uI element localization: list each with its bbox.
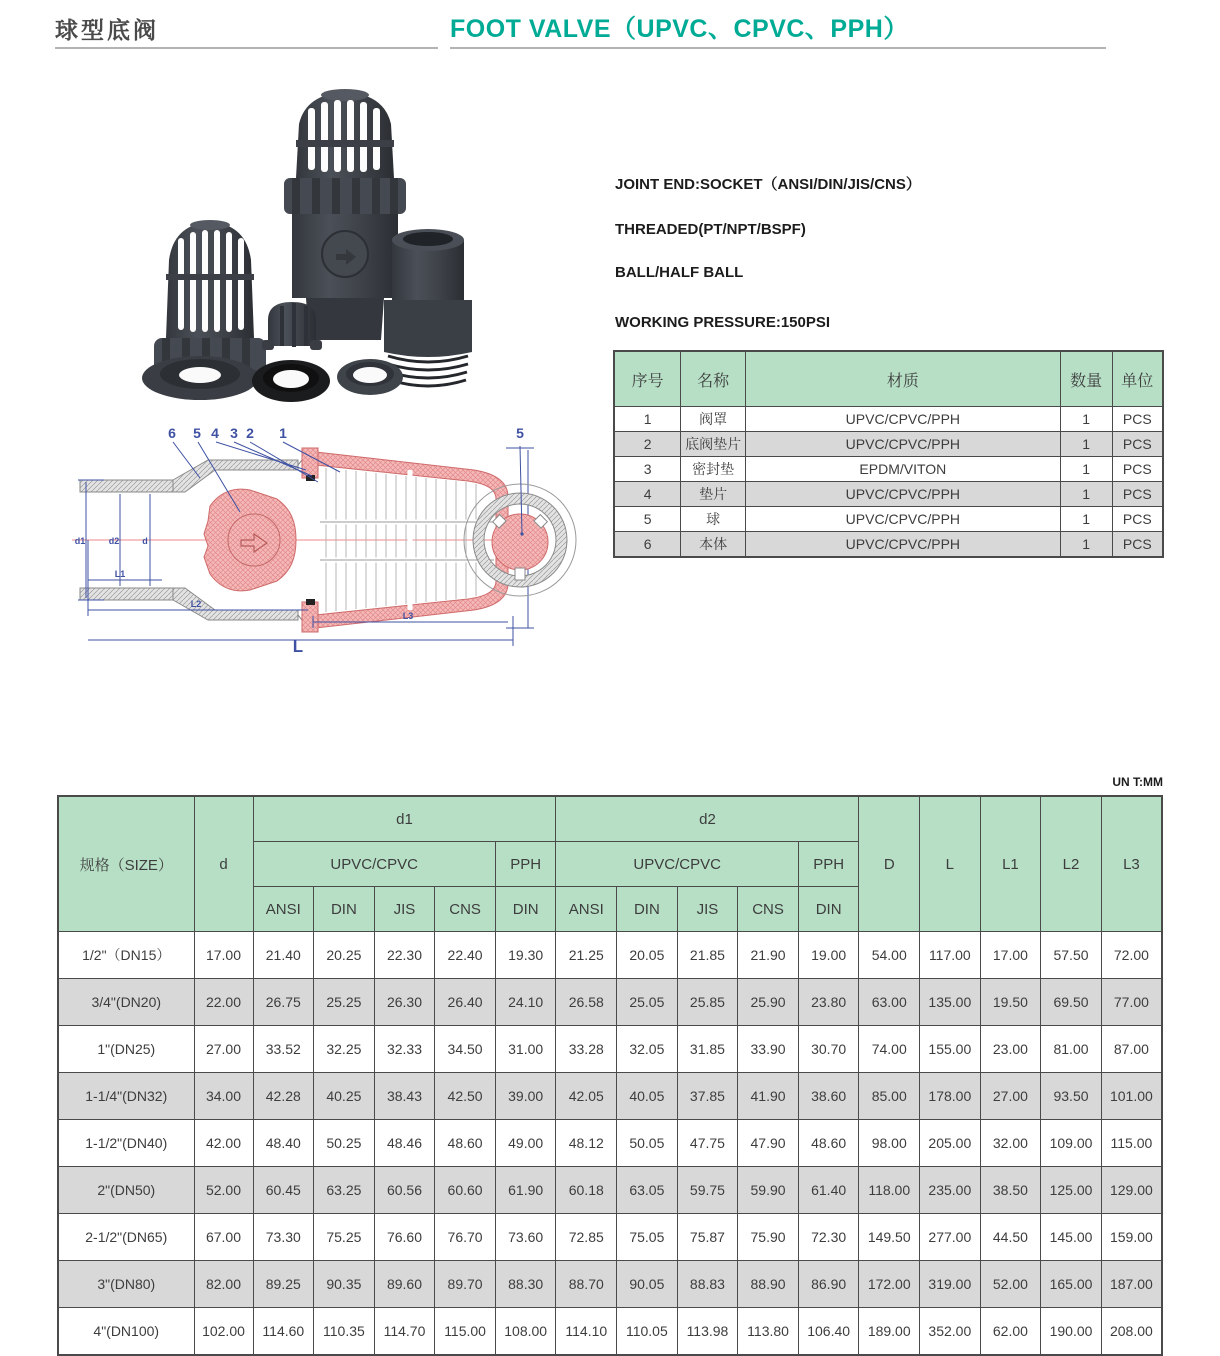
size-table-cell: 41.90 (738, 1073, 799, 1120)
parts-table-cell: PCS (1112, 532, 1163, 558)
size-table-cell: 22.30 (374, 932, 435, 979)
size-table-cell: 114.70 (374, 1308, 435, 1356)
header-d1-upvc-cpvc: UPVC/CPVC (253, 842, 495, 887)
size-table-cell: 60.45 (253, 1167, 314, 1214)
size-table-cell: 32.05 (617, 1026, 678, 1073)
size-table-cell: 159.00 (1101, 1214, 1162, 1261)
size-table-cell: 32.33 (374, 1026, 435, 1073)
header-d1-ansi: ANSI (253, 887, 314, 932)
size-table-cell: 352.00 (920, 1308, 981, 1356)
header-d2: d2 (556, 796, 859, 842)
parts-table-cell: EPDM/VITON (745, 457, 1060, 482)
label-d1: d1 (74, 536, 86, 546)
size-table-cell: 277.00 (920, 1214, 981, 1261)
parts-table-row (614, 407, 1163, 432)
size-table-cell: 319.00 (920, 1261, 981, 1308)
parts-table-body (614, 407, 1163, 558)
size-table-cell: 190.00 (1041, 1308, 1102, 1356)
size-table-cell: 108.00 (495, 1308, 556, 1356)
parts-table-cell: PCS (1112, 507, 1163, 532)
size-table-cell: 145.00 (1041, 1214, 1102, 1261)
size-table-cell: 48.60 (435, 1120, 496, 1167)
header-L1: L1 (980, 796, 1041, 932)
page-title-chinese: 球型底阀 (55, 17, 159, 43)
size-table-row (58, 932, 1162, 979)
size-table-cell: 3/4"(DN20) (58, 979, 194, 1026)
size-table-cell: 98.00 (859, 1120, 920, 1167)
size-table-cell: 82.00 (194, 1261, 253, 1308)
spec-ball: BALL/HALF BALL (615, 264, 744, 281)
size-table-cell: 54.00 (859, 932, 920, 979)
label-d: d (142, 536, 148, 546)
size-table-cell: 89.25 (253, 1261, 314, 1308)
size-table-row (58, 1214, 1162, 1261)
parts-table-cell: 1 (614, 407, 681, 432)
size-table-cell: 20.25 (314, 932, 375, 979)
size-table-cell: 75.05 (617, 1214, 678, 1261)
callout-4: 4 (211, 425, 219, 441)
size-table-cell: 17.00 (980, 932, 1041, 979)
size-table-cell: 48.46 (374, 1120, 435, 1167)
gasket-rubber-ring (252, 360, 330, 402)
size-table-row (58, 1120, 1162, 1167)
parts-header-unit: 单位 (1112, 351, 1163, 407)
size-table-cell: 129.00 (1101, 1167, 1162, 1214)
size-table-cell: 59.90 (738, 1167, 799, 1214)
size-table-cell: 42.05 (556, 1073, 617, 1120)
cross-section-view (72, 448, 530, 632)
size-table-cell: 114.10 (556, 1308, 617, 1356)
size-table-cell: 30.70 (798, 1026, 859, 1073)
size-table-cell: 88.70 (556, 1261, 617, 1308)
end-view (464, 425, 576, 596)
header-L: L (920, 796, 981, 932)
size-table-cell: 235.00 (920, 1167, 981, 1214)
page-title-english: FOOT VALVE（UPVC、CPVC、PPH） (450, 15, 909, 43)
callout-1: 1 (279, 425, 287, 441)
size-table-cell: 75.87 (677, 1214, 738, 1261)
parts-table-header-row (614, 351, 1163, 407)
header-d1: d1 (253, 796, 556, 842)
size-table-row (58, 1026, 1162, 1073)
header-L2: L2 (1041, 796, 1102, 932)
size-table-cell: 109.00 (1041, 1120, 1102, 1167)
size-table-cell: 113.98 (677, 1308, 738, 1356)
size-table-cell: 89.70 (435, 1261, 496, 1308)
header-d1-pph: PPH (495, 842, 556, 887)
size-table-cell: 115.00 (435, 1308, 496, 1356)
product-photo (100, 82, 580, 417)
size-table-cell: 34.00 (194, 1073, 253, 1120)
parts-table-row (614, 457, 1163, 482)
size-table-cell: 33.90 (738, 1026, 799, 1073)
size-table-cell: 172.00 (859, 1261, 920, 1308)
size-table-cell: 52.00 (980, 1261, 1041, 1308)
header-d2-jis: JIS (677, 887, 738, 932)
header-divider-left (55, 47, 438, 49)
size-table-cell: 26.40 (435, 979, 496, 1026)
size-table-cell: 73.30 (253, 1214, 314, 1261)
size-table-cell: 27.00 (980, 1073, 1041, 1120)
size-table-cell: 76.60 (374, 1214, 435, 1261)
size-table-cell: 31.00 (495, 1026, 556, 1073)
parts-table-cell: 密封垫 (681, 457, 746, 482)
size-table-cell: 86.90 (798, 1261, 859, 1308)
size-table-cell: 118.00 (859, 1167, 920, 1214)
size-table-cell: 63.05 (617, 1167, 678, 1214)
parts-table-cell: 6 (614, 532, 681, 558)
foot-valve-photo-illustration (100, 82, 580, 417)
size-table-cell: 110.05 (617, 1308, 678, 1356)
parts-table-cell: 阀罩 (681, 407, 746, 432)
parts-table-cell: UPVC/CPVC/PPH (745, 482, 1060, 507)
size-table-cell: 44.50 (980, 1214, 1041, 1261)
parts-table-cell: 1 (1060, 457, 1112, 482)
size-table-cell: 60.56 (374, 1167, 435, 1214)
size-table-cell: 61.40 (798, 1167, 859, 1214)
size-table-cell: 19.30 (495, 932, 556, 979)
size-table-cell: 72.00 (1101, 932, 1162, 979)
parts-table-cell: 本体 (681, 532, 746, 558)
callout-numbers (168, 425, 287, 441)
header-d2-din: DIN (617, 887, 678, 932)
size-table-cell: 89.60 (374, 1261, 435, 1308)
size-table-cell: 72.85 (556, 1214, 617, 1261)
parts-header-name: 名称 (681, 351, 746, 407)
size-table-cell: 26.30 (374, 979, 435, 1026)
size-table-cell: 149.50 (859, 1214, 920, 1261)
size-table-row (58, 1073, 1162, 1120)
size-table-cell: 50.05 (617, 1120, 678, 1167)
spec-working-pressure: WORKING PRESSURE:150PSI (615, 314, 831, 331)
callout-3: 3 (230, 425, 238, 441)
size-table-cell: 178.00 (920, 1073, 981, 1120)
size-table-cell: 135.00 (920, 979, 981, 1026)
header-divider-right (450, 47, 1106, 49)
size-table-cell: 23.00 (980, 1026, 1041, 1073)
header-d2-pph: PPH (798, 842, 859, 887)
parts-table-cell: UPVC/CPVC/PPH (745, 432, 1060, 457)
size-table-cell: 21.40 (253, 932, 314, 979)
size-table-cell: 52.00 (194, 1167, 253, 1214)
size-table-cell: 26.75 (253, 979, 314, 1026)
size-table-cell: 90.05 (617, 1261, 678, 1308)
parts-table-cell: 1 (1060, 482, 1112, 507)
size-table-cell: 208.00 (1101, 1308, 1162, 1356)
size-table-cell: 4"(DN100) (58, 1308, 194, 1356)
size-table-cell: 76.70 (435, 1214, 496, 1261)
size-table-cell: 21.85 (677, 932, 738, 979)
size-table-cell: 63.25 (314, 1167, 375, 1214)
size-table-cell: 187.00 (1101, 1261, 1162, 1308)
size-table-cell: 57.50 (1041, 932, 1102, 979)
size-table-cell: 32.00 (980, 1120, 1041, 1167)
size-table-cell: 33.28 (556, 1026, 617, 1073)
size-table-cell: 62.00 (980, 1308, 1041, 1356)
callout-5: 5 (193, 425, 201, 441)
size-table-cell: 47.75 (677, 1120, 738, 1167)
size-table-cell: 19.00 (798, 932, 859, 979)
size-table-cell: 77.00 (1101, 979, 1162, 1026)
size-table-cell: 60.60 (435, 1167, 496, 1214)
parts-table-cell: 1 (1060, 432, 1112, 457)
header-d: d (194, 796, 253, 932)
parts-table-row (614, 482, 1163, 507)
spec-joint-end: JOINT END:SOCKET（ANSI/DIN/JIS/CNS） (615, 176, 921, 193)
size-table-cell: 32.25 (314, 1026, 375, 1073)
size-table-cell: 90.35 (314, 1261, 375, 1308)
gasket-disc (142, 356, 258, 400)
size-table-cell: 25.25 (314, 979, 375, 1026)
size-table-cell: 113.80 (738, 1308, 799, 1356)
size-table-cell: 38.43 (374, 1073, 435, 1120)
size-table-cell: 39.00 (495, 1073, 556, 1120)
size-table-cell: 24.10 (495, 979, 556, 1026)
size-table-cell: 69.50 (1041, 979, 1102, 1026)
size-table-cell: 155.00 (920, 1026, 981, 1073)
parts-table-cell: 1 (1060, 407, 1112, 432)
size-table-cell: 42.50 (435, 1073, 496, 1120)
size-table-cell: 63.00 (859, 979, 920, 1026)
size-table-cell: 114.60 (253, 1308, 314, 1356)
header-D: D (859, 796, 920, 932)
parts-table-cell: 垫片 (681, 482, 746, 507)
header-d2-cns: CNS (738, 887, 799, 932)
size-table-cell: 125.00 (1041, 1167, 1102, 1214)
callout-6: 6 (168, 425, 176, 441)
parts-table-row (614, 532, 1163, 558)
size-table-cell: 38.60 (798, 1073, 859, 1120)
header-d1-pph-din: DIN (495, 887, 556, 932)
size-table-cell: 72.30 (798, 1214, 859, 1261)
size-table-cell: 33.52 (253, 1026, 314, 1073)
callout-2: 2 (246, 425, 254, 441)
size-table-row (58, 1308, 1162, 1356)
size-table-cell: 42.00 (194, 1120, 253, 1167)
size-table-cell: 73.60 (495, 1214, 556, 1261)
spec-threaded: THREADED(PT/NPT/BSPF) (615, 221, 806, 238)
size-table-cell: 1"(DN25) (58, 1026, 194, 1073)
size-table-cell: 75.25 (314, 1214, 375, 1261)
parts-table-cell: 2 (614, 432, 681, 457)
size-table-cell: 27.00 (194, 1026, 253, 1073)
header-size: 规格（SIZE） (58, 796, 194, 932)
socket-adapter (384, 229, 472, 386)
size-table-cell: 25.90 (738, 979, 799, 1026)
size-table-cell: 21.90 (738, 932, 799, 979)
size-table-cell: 165.00 (1041, 1261, 1102, 1308)
size-table-row (58, 1261, 1162, 1308)
size-table-cell: 2-1/2"(DN65) (58, 1214, 194, 1261)
size-table-cell: 1-1/2"(DN40) (58, 1120, 194, 1167)
parts-header-qty: 数量 (1060, 351, 1112, 407)
size-table-cell: 40.25 (314, 1073, 375, 1120)
size-table-cell: 1-1/4"(DN32) (58, 1073, 194, 1120)
gasket-seat-ring (337, 359, 403, 395)
label-L1: L1 (114, 569, 126, 579)
size-table-body (58, 932, 1162, 1356)
size-table-cell: 25.85 (677, 979, 738, 1026)
size-table-cell: 17.00 (194, 932, 253, 979)
parts-table-cell: UPVC/CPVC/PPH (745, 507, 1060, 532)
unit-note: UN T:MM (1112, 775, 1163, 789)
size-table-cell: 205.00 (920, 1120, 981, 1167)
size-table-cell: 93.50 (1041, 1073, 1102, 1120)
size-table-cell: 60.18 (556, 1167, 617, 1214)
parts-table (613, 350, 1164, 558)
header-d1-cns: CNS (435, 887, 496, 932)
size-table-cell: 110.35 (314, 1308, 375, 1356)
size-table-cell: 26.58 (556, 979, 617, 1026)
size-table-cell: 1/2"（DN15） (58, 932, 194, 979)
size-table-cell: 74.00 (859, 1026, 920, 1073)
size-table-cell: 115.00 (1101, 1120, 1162, 1167)
parts-table-cell: 底阀垫片 (681, 432, 746, 457)
size-table-cell: 20.05 (617, 932, 678, 979)
size-table-cell: 38.50 (980, 1167, 1041, 1214)
size-table-row (58, 1167, 1162, 1214)
size-table-cell: 25.05 (617, 979, 678, 1026)
label-L2: L2 (190, 599, 202, 609)
size-table-cell: 31.85 (677, 1026, 738, 1073)
size-table-cell: 50.25 (314, 1120, 375, 1167)
size-table-cell: 40.05 (617, 1073, 678, 1120)
size-table-cell: 67.00 (194, 1214, 253, 1261)
parts-table-row (614, 507, 1163, 532)
label-L: L (292, 637, 304, 656)
header-L3: L3 (1101, 796, 1162, 932)
size-table-cell: 88.90 (738, 1261, 799, 1308)
parts-table-cell: 1 (1060, 532, 1112, 558)
header-d2-upvc-cpvc: UPVC/CPVC (556, 842, 798, 887)
size-table-cell: 47.90 (738, 1120, 799, 1167)
parts-header-material: 材质 (745, 351, 1060, 407)
size-table-cell: 106.40 (798, 1308, 859, 1356)
label-d2: d2 (108, 536, 120, 546)
header-d1-jis: JIS (374, 887, 435, 932)
header-d2-ansi: ANSI (556, 887, 617, 932)
parts-table-cell: UPVC/CPVC/PPH (745, 407, 1060, 432)
size-table-cell: 42.28 (253, 1073, 314, 1120)
end-view-callout-5: 5 (516, 425, 524, 441)
parts-header-no: 序号 (614, 351, 681, 407)
label-L3: L3 (402, 611, 414, 621)
size-table-cell: 87.00 (1101, 1026, 1162, 1073)
size-table-cell: 81.00 (1041, 1026, 1102, 1073)
size-table-cell: 102.00 (194, 1308, 253, 1356)
size-table-cell: 49.00 (495, 1120, 556, 1167)
parts-table-cell: 1 (1060, 507, 1112, 532)
size-table-cell: 101.00 (1101, 1073, 1162, 1120)
parts-table-cell: 3 (614, 457, 681, 482)
size-table-cell: 85.00 (859, 1073, 920, 1120)
size-table-header-row-1 (58, 796, 1162, 842)
size-table-cell: 3"(DN80) (58, 1261, 194, 1308)
parts-table-cell: 球 (681, 507, 746, 532)
parts-table-row (614, 432, 1163, 457)
size-table-cell: 88.83 (677, 1261, 738, 1308)
parts-table-cell: PCS (1112, 407, 1163, 432)
size-table-cell: 23.80 (798, 979, 859, 1026)
parts-table-cell: PCS (1112, 432, 1163, 457)
size-table-cell: 2"(DN50) (58, 1167, 194, 1214)
size-table-cell: 88.30 (495, 1261, 556, 1308)
size-table-cell: 48.12 (556, 1120, 617, 1167)
size-table-cell: 48.40 (253, 1120, 314, 1167)
parts-table-cell: PCS (1112, 482, 1163, 507)
parts-table-cell: 5 (614, 507, 681, 532)
size-table-cell: 189.00 (859, 1308, 920, 1356)
header-d2-pph-din: DIN (798, 887, 859, 932)
size-table-cell: 22.00 (194, 979, 253, 1026)
technical-drawing (58, 420, 618, 668)
parts-table-cell: PCS (1112, 457, 1163, 482)
parts-table-cell: 4 (614, 482, 681, 507)
parts-table-cell: UPVC/CPVC/PPH (745, 532, 1060, 558)
size-table (57, 795, 1163, 1356)
size-table-row (58, 979, 1162, 1026)
size-table-cell: 22.40 (435, 932, 496, 979)
spec-list (615, 173, 1175, 331)
size-table-cell: 19.50 (980, 979, 1041, 1026)
size-table-cell: 34.50 (435, 1026, 496, 1073)
size-table-cell: 117.00 (920, 932, 981, 979)
size-table-cell: 37.85 (677, 1073, 738, 1120)
header-d1-din: DIN (314, 887, 375, 932)
size-table-cell: 21.25 (556, 932, 617, 979)
size-table-cell: 75.90 (738, 1214, 799, 1261)
size-table-cell: 48.60 (798, 1120, 859, 1167)
size-table-cell: 59.75 (677, 1167, 738, 1214)
size-table-cell: 61.90 (495, 1167, 556, 1214)
